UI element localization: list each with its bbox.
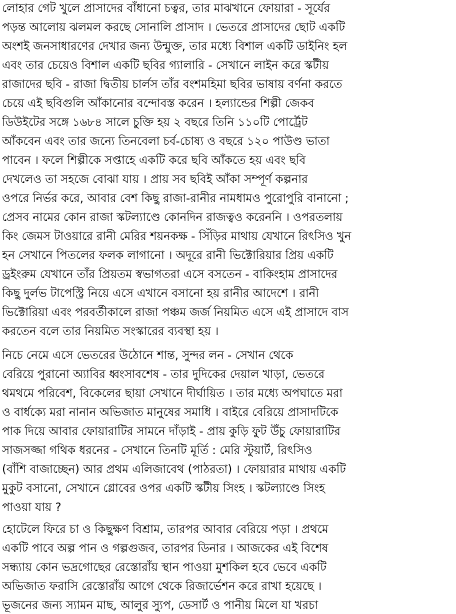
text-line: রাজাদের ছবি - রাজা দ্বিতীয় চার্লস তাঁর বংশমহিমা ছবির ভাষায় বর্ণনা করতে bbox=[2, 77, 343, 91]
text-line: অভিজাত ফরাসি রেস্তোরাঁয় আগে থেকে রিজার্ভেশন করে রাখা হয়েছে । bbox=[2, 579, 322, 593]
text-line: করতেন বলে তার নিয়মিত সংস্কারের ব্যবস্থা হয় । bbox=[2, 324, 219, 338]
text-line: সন্ধ্যায় কোন ভদ্রগোছের রেস্তোরাঁয় স্থান পাওয়া মুশকিল হবে ভেবে একটি bbox=[2, 560, 327, 574]
text-line: প্রেসব নামের কোন রাজা স্কটল্যাণ্ডে কোনদিন রাজত্বও করেননি । ওপরতলায় bbox=[2, 210, 343, 224]
text-line: কিছু দুর্লভ টাপেস্ট্রি নিয়ে এসে এখানে বসানো হয় রানীর আদেশে । রানী bbox=[2, 286, 319, 300]
text-line: পড়ন্ত আলোয় ঝলমল করছে সোনালি প্রাসাদ । ভেতরে প্রাসাদের ছোট একটি bbox=[2, 20, 345, 34]
text-line: সাজসজ্জা গথিক ধরনের - সেখানে তিনটি মূর্তি : মেরি স্টুয়ার্ট, রিৎসিও bbox=[2, 443, 313, 457]
text-line: দেখলেও তা সহজে বোঝা যায় । প্রায় সব ছবিই আঁকা সম্পূর্ণ কল্পনার bbox=[2, 172, 308, 186]
text-line: কিং জেমস টাওয়ারে রানী মেরির শয়নকক্ষ - সিঁড়ির মাথায় যেখানে রিৎসিও খুন bbox=[2, 229, 352, 243]
text-line: পাওয়া যায় ? bbox=[2, 500, 62, 514]
text-line: ভিক্টোরিয়া এবং পরবর্তীকালে রাজা পঞ্চম জর্জ নিয়মিত এসে এই প্রাসাদে বাস bbox=[2, 305, 349, 319]
text-line: হোটেলে ফিরে চা ও কিছুক্ষণ বিশ্রাম, তারপর আবার বেরিয়ে পড়া । প্রথমে bbox=[2, 522, 329, 536]
text-line: (বাঁশি বাজাচ্ছেন) আর প্রথম এলিজাবেথ (পাঠরতা) । ফোয়ারার মাথায় একটি bbox=[2, 462, 346, 476]
text-line: ডিউইটের সঙ্গে ১৬৮৪ সালে চুক্তি হয় ২ বছরে তিনি ১১০টি পোর্ট্রেট bbox=[2, 115, 308, 129]
text-line: মুকুট বসানো, সেখানে গ্লোবের ওপর একটি স্কটীয় সিংহ । স্কটল্যাণ্ডে সিংহ bbox=[2, 481, 325, 495]
text-line: ড্রইংরুম যেখানে তাঁর প্রিয়তম স্বভাগতরা এসে বসতেন - বাকিংহাম প্রাসাদের bbox=[2, 267, 338, 281]
text-line: থমথমে পরিবেশ, বিকেলের ছায়া সেখানে দীর্ঘায়িত । তার মধ্যে অপঘাতে মরা bbox=[2, 386, 343, 400]
text-line: অংশই জনসাধারণের দেখার জন্য উন্মুক্ত, তার মধ্যে বিশাল একটি ডাইনিং হল bbox=[2, 39, 348, 53]
text-line: ওপরে নির্ভর করে, আবার বেশ কিছু রাজা-রানীর নামধামও পুরোপুরি বানানো ; bbox=[2, 191, 349, 205]
text-line: বেরিয়ে পুরানো অ্যাবির ধ্বংসাবশেষ - তার দুদিকের দেয়াল খাড়া, ভেতরে bbox=[2, 367, 325, 381]
text-line: একটি পাবে অল্প পান ও গল্পগুজব, তারপর ডিনার । আজকের এই বিশেষ bbox=[2, 541, 329, 555]
text-line: পাক দিয়ে আবার ফোয়ারাটির সামনে দাঁড়াই - প্রায় কুড়ি ফুট উঁচু ফোয়ারাটির bbox=[2, 424, 341, 438]
text-line: ও বার্ধক্যে মরা নানান অভিজাত মানুষের সমাধি । বাইরে বেরিয়ে প্রাসাদটিকে bbox=[2, 405, 339, 419]
text-line: এবং তার চেয়েও বিশাল একটি ছবির গ্যালারি - সেখানে লাইন করে স্কটীয় bbox=[2, 58, 329, 72]
text-line: লোহার গেট খুলে প্রাসাদের বাঁধানো চত্বর, তার মাঝখানে ফোয়ারা - সূর্যের bbox=[2, 1, 331, 15]
text-line: চেয়ে এই ছবিগুলি আঁকানোর বন্দোবস্ত করেন । হল্যান্ডের শিল্পী জেকব bbox=[2, 96, 315, 110]
text-line: হন সেখানে পিতলের ফলক লাগানো । অদূরে রানী ভিক্টোরিয়ার প্রিয় একটি bbox=[2, 248, 334, 262]
text-line: নিচে নেমে এসে ভেতরের উঠোনে শান্ত, সুন্দর লন - সেখান থেকে bbox=[2, 348, 294, 362]
text-line: আঁকবেন এবং তার জন্যে তিনবেলা চর্ব-চোষ্য ও বছরে ১২০ পাউণ্ড ভাতা bbox=[2, 134, 330, 148]
text-line: পাবেন । ফলে শিল্পীকে সপ্তাহে একটি করে ছবি আঁকতে হয় এবং ছবি bbox=[2, 153, 306, 167]
text-line: ভূজনের জন্য স্যামন মাছ, আলুর স্যুপ, ডেসার্ট ও পানীয় মিলে যা খরচা bbox=[2, 598, 319, 612]
